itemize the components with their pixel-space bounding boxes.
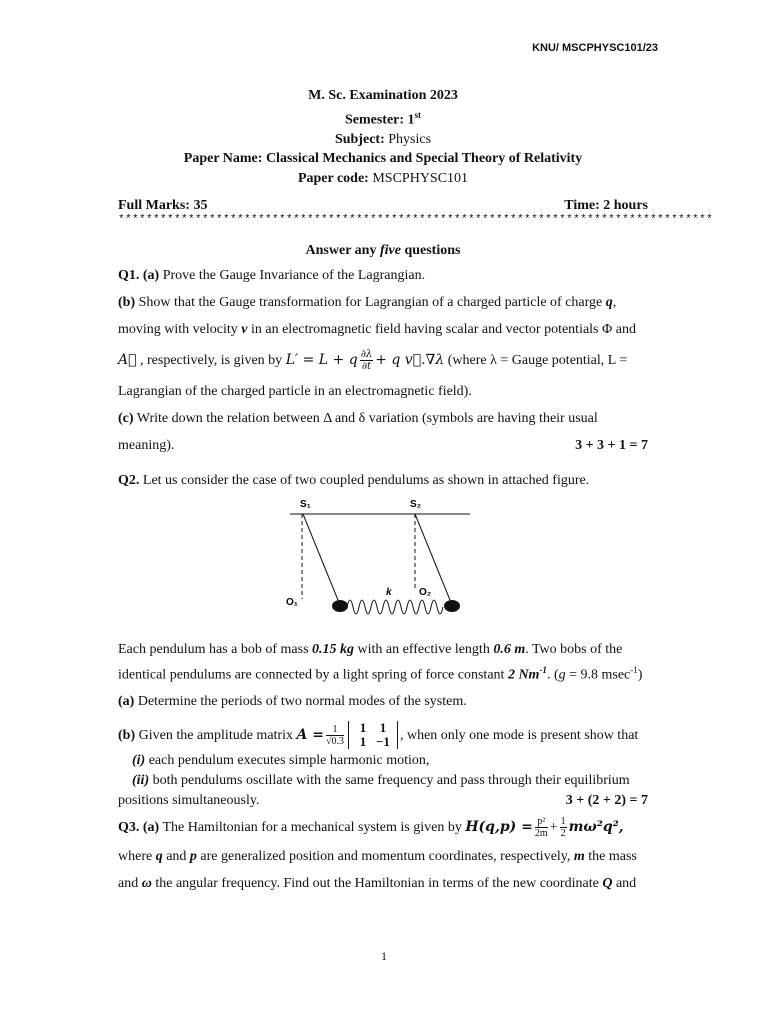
- full-marks: Full Marks: 35: [118, 198, 208, 213]
- label-o1: O₁: [286, 597, 298, 608]
- bob-2: [444, 600, 460, 612]
- paper-name: Classical Mechanics and Special Theory of Relativity: [265, 151, 583, 167]
- paper-code: MSCPHYSC101: [372, 170, 469, 186]
- pendulum-string-1: [303, 514, 340, 605]
- coupled-pendulums-figure: [280, 495, 480, 620]
- label-s2: S₂: [410, 499, 422, 510]
- instruction: Answer any five questions: [305, 243, 461, 258]
- question-1: Q1. (a) Prove the Gauge Invariance of the Lagrangian. (b) Show that the Gauge transformation for Lagrangian of a charged particle of charge q, moving with velocity v in an electromagnetic field having scalar and vector potentials Φ and A⃗ , respectively, is given by L′ = L + q $\frac{\partial\lambda}{\partial t}$ + q v⃗.∇λ (where λ = Gauge potential, L = Lagrangian of the charged particle in an electromagnetic field). (c) Write down the relation between Δ and δ variation (symbols are having their usual meaning). 3 + 3 + 1 = 7: [118, 262, 648, 459]
- exam-title: M. Sc. Examination 2023: [308, 88, 458, 103]
- question-2-body: Each pendulum has a bob of mass 0.15 kg with an effective length 0.6 m. Two bobs of the identical pendulums are connected by a light spring of force constant 2 $Nm^{-1}$. (g = 9.8 msec$^{-1}$) (a) Determine the periods of two normal modes of the system. (b) Given the amplitude matrix A = $\frac{1}{√0.3}$ 1 1 1 −1 , when only one mode is present show that (i) each pendulum executes simple harmonic motion, (ii) both pendulums oscillate with the same frequency and pass through their equilibrium positions simultaneously. 3 + (2 + 2) = 7: [118, 640, 648, 811]
- gauge-equation: L′ = L + q $\frac{\partial\lambda}{\partial t}$ + q v⃗.∇λ: [285, 348, 445, 372]
- label-k: k: [386, 587, 392, 598]
- exam-header: M. Sc. Examination 2023 Semester: 1st Subject: Physics Paper Name: Classical Mechanics and Special Theory of Relativity Paper code: MSCPHYSC101: [183, 88, 583, 186]
- time-allowed: Time: 2 hours: [564, 198, 648, 213]
- page-number: 1: [381, 949, 387, 963]
- marks-time-row: [118, 198, 648, 214]
- coupling-spring: [347, 600, 443, 614]
- bob-1: [332, 600, 348, 612]
- question-3: Q3. (a) The Hamiltonian for a mechanical system is given by H(q,p) = $\frac{\text{p²}}{2m}$ + $\frac{1}{2}$ mω²q², where q and p are generalized position and momentum coordinates, respectively, m the mass and ω the angular frequency. Find out the Hamiltonian in terms of the new coordinate Q and: [118, 816, 637, 891]
- document-code: KNU/ MSCPHYSC101/23: [532, 42, 658, 54]
- amplitude-matrix: 1 1 1 −1: [348, 721, 398, 749]
- subject: Physics: [388, 131, 432, 147]
- q1-marks: 3 + 3 + 1 = 7: [575, 438, 648, 453]
- star-divider: *************************************************************************************: [118, 214, 714, 226]
- label-o2: O₂: [419, 587, 432, 598]
- q2-marks: 3 + (2 + 2) = 7: [565, 792, 648, 808]
- label-s1: S₁: [300, 499, 311, 510]
- question-2-intro: Q2. Let us consider the case of two coupled pendulums as shown in attached figure.: [118, 473, 590, 488]
